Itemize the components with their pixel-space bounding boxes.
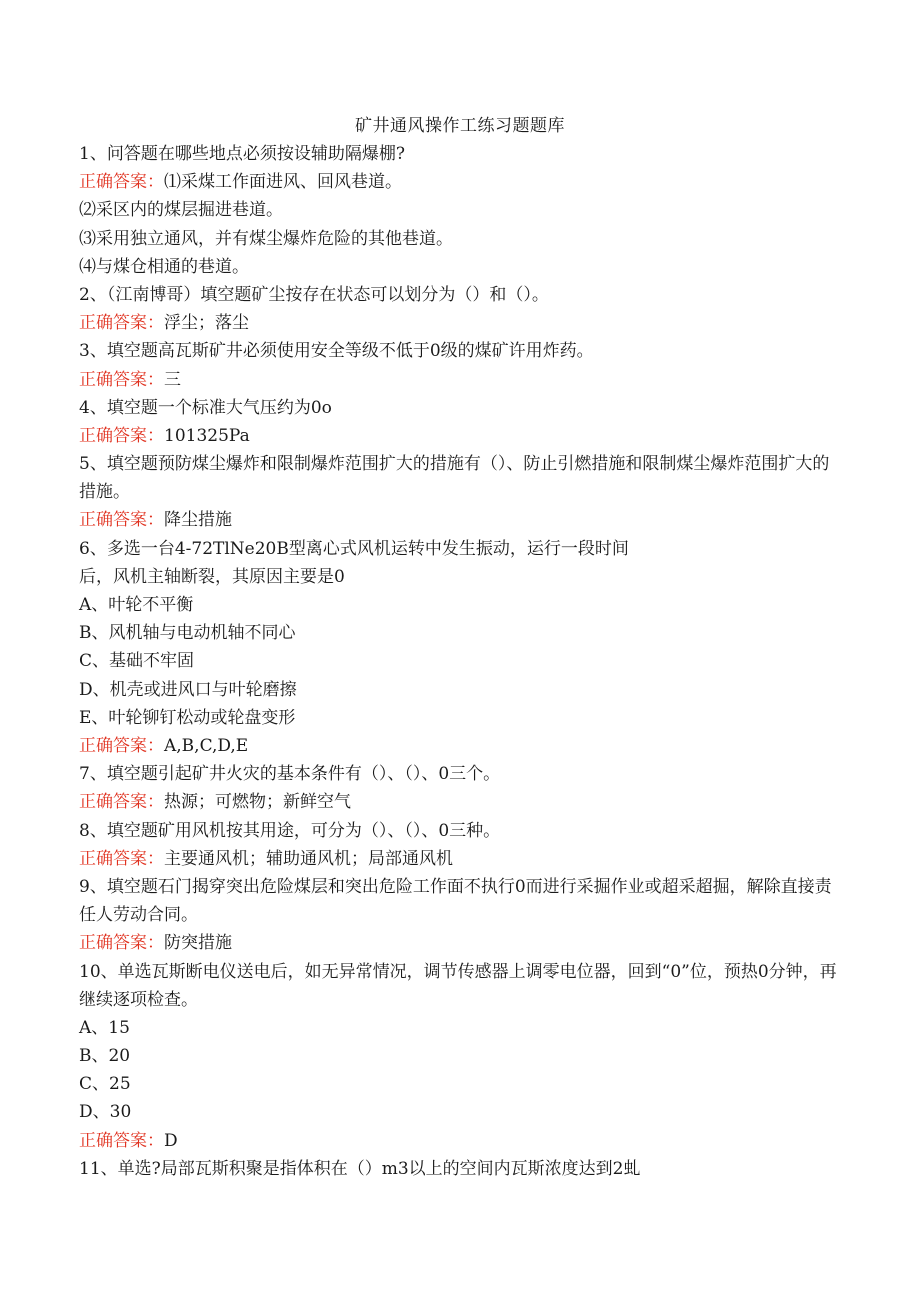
answer-label: 正确答案： [79, 313, 164, 334]
answer-label: 正确答案： [79, 172, 164, 193]
answer-1 [79, 168, 839, 196]
answer-3-text: 三 [164, 369, 181, 390]
question-list [79, 140, 839, 1183]
option-10-a: A、15 [79, 1017, 130, 1038]
answer-6-text: A,B,C,D,E [164, 735, 249, 756]
answer-3 [79, 366, 839, 394]
document-title: 矿井通风操作工练习题题库 [355, 116, 565, 136]
answer-8-text: 主要通风机；辅助通风机；局部通风机 [164, 848, 453, 869]
answer-label: 正确答案： [79, 425, 164, 446]
option-6-e: E、叶轮铆钉松动或轮盘变形 [79, 707, 296, 728]
option-6-b: B、风机轴与电动机轴不同心 [79, 623, 296, 644]
answer-label: 正确答案： [79, 792, 164, 813]
option-10-c: C、25 [79, 1074, 131, 1095]
answer-label: 正确答案： [79, 1130, 164, 1151]
answer-6 [79, 732, 839, 760]
answer-2-text: 浮尘；落尘 [164, 313, 249, 334]
question-9: 9、填空题石门揭穿突出危险煤层和突出危险工作面不执行0而进行采掘作业或超采超掘，解除直接责任人劳动合同。 [79, 876, 832, 926]
answer-5-text: 降尘措施 [164, 510, 232, 531]
option-6-c: C、基础不牢固 [79, 651, 195, 672]
answer-label: 正确答案： [79, 933, 164, 954]
answer-2 [79, 309, 839, 337]
answer-8 [79, 845, 839, 873]
answer-1-line-3: ⑶采用独立通风，并有煤尘爆炸危险的其他巷道。 [79, 228, 453, 249]
option-10-d: D、30 [79, 1102, 132, 1123]
question-2: 2、（江南博哥）填空题矿尘按存在状态可以划分为（）和（）。 [79, 284, 549, 305]
question-5: 5、填空题预防煤尘爆炸和限制爆炸范围扩大的措施有（）、防止引燃措施和限制煤尘爆炸范围扩大的措施。 [79, 454, 830, 503]
question-1: 1、问答题在哪些地点必须按设辅助隔爆棚? [79, 144, 405, 164]
question-7: 7、填空题引起矿井火灾的基本条件有（）、（）、0三个。 [79, 764, 501, 785]
question-3: 3、填空题高瓦斯矿井必须使用安全等级不低于0级的煤矿许用炸药。 [79, 341, 594, 362]
answer-4 [79, 422, 839, 450]
answer-10-text: D [164, 1130, 178, 1151]
answer-5 [79, 506, 839, 534]
answer-label: 正确答案： [79, 510, 164, 531]
answer-label: 正确答案： [79, 369, 164, 390]
answer-1-text: ⑴采煤工作面进风、回风巷道。 [164, 172, 402, 193]
option-6-d: D、机壳或进风口与叶轮磨擦 [79, 679, 297, 700]
answer-4-text: 101325Pa [164, 425, 250, 446]
question-11: 11、单选?局部瓦斯积聚是指体积在（）m3以上的空间内瓦斯浓度达到2虬 [79, 1158, 641, 1179]
question-6-line-2: 后，风机主轴断裂，其原因主要是0 [79, 566, 345, 587]
answer-label: 正确答案： [79, 735, 164, 756]
answer-7-text: 热源；可燃物；新鲜空气 [164, 792, 351, 813]
option-10-b: B、20 [79, 1046, 131, 1067]
answer-9 [79, 929, 839, 957]
answer-1-line-4: ⑷与煤仓相通的巷道。 [79, 256, 249, 277]
option-6-a: A、叶轮不平衡 [79, 595, 194, 616]
question-10: 10、单选瓦斯断电仪送电后，如无异常情况，调节传感器上调零电位器，回到“0”位，预热0分钟，再继续逐项检查。 [79, 961, 837, 1010]
question-4: 4、填空题一个标准大气压约为0o [79, 397, 332, 418]
answer-label: 正确答案： [79, 848, 164, 869]
answer-1-line-2: ⑵采区内的煤层掘进巷道。 [79, 200, 283, 221]
question-8: 8、填空题矿用风机按其用途，可分为（）、（）、0三种。 [79, 820, 501, 841]
answer-10 [79, 1127, 839, 1155]
answer-9-text: 防突措施 [164, 933, 232, 954]
question-6-line-1: 6、多选一台4-72TlNe20B型离心式风机运转中发生振动，运行一段时间 [79, 538, 629, 559]
answer-7 [79, 788, 839, 816]
